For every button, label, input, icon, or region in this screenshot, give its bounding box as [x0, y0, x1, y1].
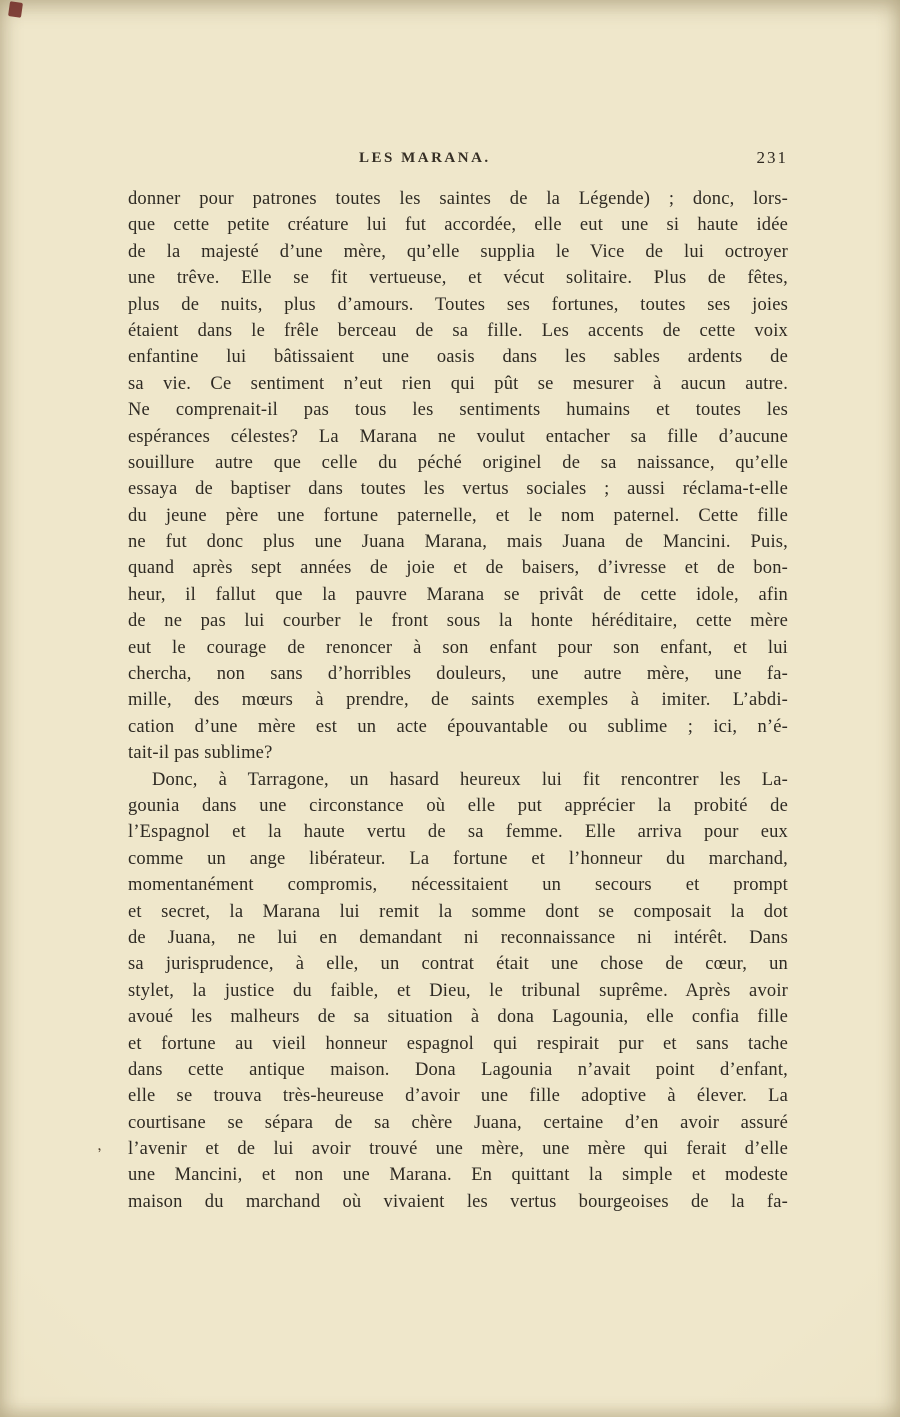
text-line: et fortune au vieil honneur espagnol qui respirait pur et sans tache: [128, 1033, 788, 1054]
text-line: mille, des mœurs à prendre, de saints exemples à imiter. L’abdi-: [128, 690, 788, 711]
text-line: eut le courage de renoncer à son enfant pour son enfant, et lui: [128, 637, 788, 658]
scan-artifact-margin-mark: ’: [96, 1145, 105, 1163]
text-line: courtisane se sépara de sa chère Juana, certaine d’en avoir assuré: [128, 1112, 788, 1133]
text-line: et secret, la Marana lui remit la somme dont se composait la dot: [128, 901, 788, 922]
text-line: dans cette antique maison. Dona Lagounia n’avait point d’enfant,: [128, 1059, 788, 1080]
text-line: de ne pas lui courber le front sous la honte héréditaire, cette mère: [128, 611, 788, 632]
text-line: elle se trouva très-heureuse d’avoir une fille adoptive à élever. La: [128, 1086, 788, 1107]
text-line: Donc, à Tarragone, un hasard heureux lui fit rencontrer les La-: [152, 769, 788, 790]
body-text: [128, 186, 788, 1215]
text-line: sa vie. Ce sentiment n’eut rien qui pût se mesurer à aucun autre.: [128, 373, 788, 394]
page-header: [128, 148, 788, 172]
text-line: sa jurisprudence, à elle, un contrat était une chose de cœur, un: [128, 954, 788, 975]
text-line: de Juana, ne lui en demandant ni reconnaissance ni intérêt. Dans: [128, 927, 788, 948]
text-line: souillure autre que celle du péché originel de sa naissance, qu’elle: [128, 452, 788, 473]
page-number: 231: [756, 148, 788, 167]
text-line: cation d’une mère est un acte épouvantable ou sublime ; ici, n’é-: [128, 716, 788, 737]
text-line: donner pour patrones toutes les saintes de la Légende) ; donc, lors-: [128, 189, 788, 209]
text-line: étaient dans le frêle berceau de sa fille. Les accents de cette voix: [128, 320, 788, 341]
text-line: momentanément compromis, nécessitaient un secours et prompt: [128, 875, 788, 896]
text-line: chercha, non sans d’horribles douleurs, une autre mère, une fa-: [128, 664, 788, 685]
text-line: plus de nuits, plus d’amours. Toutes ses fortunes, toutes ses joies: [128, 294, 788, 315]
text-line: une Mancini, et non une Marana. En quittant la simple et modeste: [128, 1165, 788, 1186]
text-line: heur, il fallut que la pauvre Marana se privât de cette idole, afin: [128, 584, 788, 605]
running-title: LES MARANA.: [359, 150, 491, 166]
text-line: de la majesté d’une mère, qu’elle supplia le Vice de lui octroyer: [128, 241, 788, 262]
text-line: stylet, la justice du faible, et Dieu, le tribunal suprême. Après avoir: [128, 980, 788, 1001]
text-line: avoué les malheurs de sa situation à dona Lagounia, elle confia fille: [128, 1007, 788, 1028]
text-line: du jeune père une fortune paternelle, et le nom paternel. Cette fille: [128, 505, 788, 526]
text-line: tait-il pas sublime?: [128, 743, 273, 764]
text-line: maison du marchand où vivaient les vertus bourgeoises de la fa-: [128, 1191, 788, 1212]
text-line: une trêve. Elle se fit vertueuse, et vécut solitaire. Plus de fêtes,: [128, 268, 788, 289]
text-line: essaya de baptiser dans toutes les vertus sociales ; aussi réclama-t-elle: [128, 479, 788, 500]
text-line: enfantine lui bâtissaient une oasis dans les sables ardents de: [128, 347, 788, 368]
text-line: comme un ange libérateur. La fortune et l’honneur du marchand,: [128, 848, 788, 869]
text-line: ne fut donc plus une Juana Marana, mais Juana de Mancini. Puis,: [128, 532, 788, 553]
text-line: l’avenir et de lui avoir trouvé une mère, une mère qui ferait d’elle: [128, 1139, 788, 1160]
text-line: l’Espagnol et la haute vertu de sa femme. Elle arriva pour eux: [128, 822, 788, 843]
text-line: quand après sept années de joie et de baisers, d’ivresse et de bon-: [128, 558, 788, 579]
text-line: Ne comprenait-il pas tous les sentiments humains et toutes les: [128, 400, 788, 421]
scan-artifact-corner: [8, 1, 23, 18]
text-line: espérances célestes? La Marana ne voulut entacher sa fille d’aucune: [128, 426, 788, 447]
text-line: que cette petite créature lui fut accordée, elle eut une si haute idée: [128, 215, 788, 236]
text-line: gounia dans une circonstance où elle put apprécier la probité de: [128, 795, 788, 816]
